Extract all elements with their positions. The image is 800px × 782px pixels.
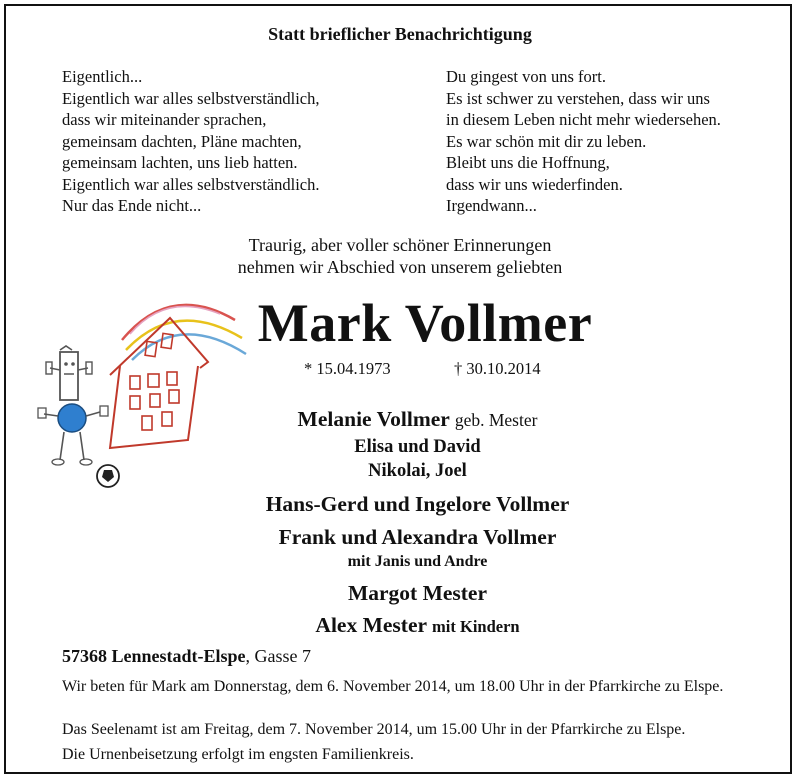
mourners-list (0, 404, 800, 642)
poem-line: in diesem Leben nicht mehr wiedersehen. (446, 110, 721, 129)
poem-line: gemeinsam lachten, uns lieb hatten. (62, 153, 298, 172)
header-title: Statt brieflicher Benachrichtigung (268, 24, 532, 44)
intro-line: nehmen wir Abschied von unserem geliebten (237, 257, 563, 277)
poem-line: Nur das Ende nicht... (62, 196, 202, 215)
poem-line: Es ist schwer zu verstehen, dass wir uns (446, 88, 710, 108)
mourner-name: Alex Mester (315, 613, 427, 637)
deceased-name: Mark Vollmer (257, 293, 593, 353)
poem-line: Irgendwann... (446, 196, 537, 215)
mourner-line: Elisa und David (354, 437, 481, 457)
address (62, 646, 311, 667)
mourner-line: Frank und Alexandra Vollmer (278, 525, 557, 549)
address-street: , Gasse 7 (245, 646, 312, 666)
mourner-line: mit Janis und Andre (347, 553, 488, 570)
poem-right (446, 66, 721, 217)
mourner-suffix: geb. Mester (454, 410, 538, 430)
poem-line: Es war schön mit dir zu leben. (446, 131, 647, 151)
poem-line: gemeinsam dachten, Pläne machten, (62, 131, 302, 151)
notice-requiem: Das Seelenamt ist am Freitag, dem 7. November 2014, um 15.00 Uhr in der Pfarrkirche zu Elspe. (62, 721, 686, 738)
intro-line: Traurig, aber voller schöner Erinnerungen (248, 235, 552, 255)
mourner-line: Hans-Gerd und Ingelore Vollmer (265, 492, 570, 516)
intro-text (0, 234, 800, 278)
notice-burial: Die Urnenbeisetzung erfolgt im engsten Familienkreis. (62, 746, 414, 763)
mourner-line: Margot Mester (347, 581, 488, 605)
poem-line: Eigentlich war alles selbstverständlich. (62, 174, 320, 194)
address-city: 57368 Lennestadt-Elspe (62, 646, 246, 666)
mourner-line (0, 610, 800, 642)
poem-line: dass wir miteinander sprachen, (62, 110, 267, 129)
mourner-suffix: mit Kindern (432, 617, 520, 636)
notice-prayer: Wir beten für Mark am Donnerstag, dem 6. November 2014, um 18.00 Uhr in der Pfarrkirche zu Elspe. (62, 678, 724, 695)
poem-line: Bleibt uns die Hoffnung, (446, 153, 610, 172)
poem-left (62, 66, 320, 217)
mourner-line: Nikolai, Joel (368, 461, 467, 481)
mourner-line (0, 404, 800, 435)
poem-line: Eigentlich war alles selbstverständlich, (62, 88, 320, 108)
birth-date: * 15.04.1973 (304, 359, 391, 378)
death-date: † 30.10.2014 (454, 359, 541, 378)
mourner-name: Melanie Vollmer (297, 407, 450, 431)
poem-line: Du gingest von uns fort. (446, 67, 606, 86)
poem-line: dass wir uns wiederfinden. (446, 174, 623, 194)
poem-line: Eigentlich... (62, 67, 143, 86)
